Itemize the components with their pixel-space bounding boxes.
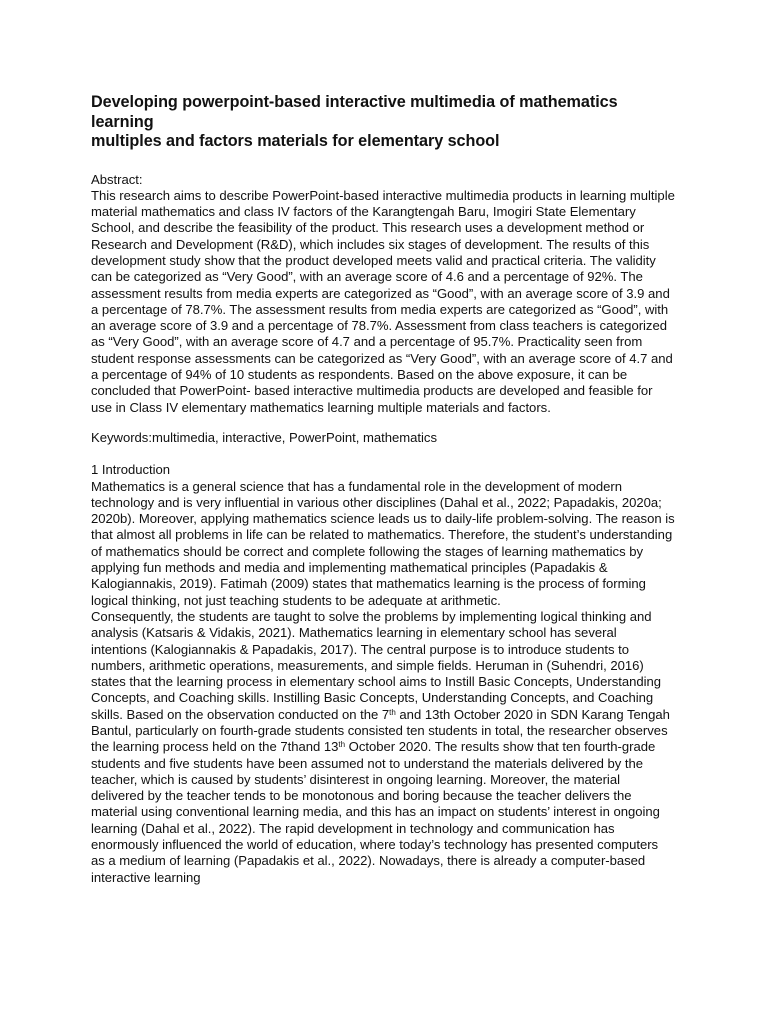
intro-para2-part-c: October 2020. The results show that ten fourth-grade students and five students have been assumed not to understand the materials delivered by the teacher, which is caused by students’ disinterest in ongoing learning. Moreover, the material delivered by the teacher tends to be monotonous and boring because the teacher delivers the material using conventional learning media, and this has an impact on students’ interest in ongoing learning (Dahal et al., 2022). The rapid development in technology and communication has enormously influenced the world of education, where today’s technology has presented computers as a medium of learning (Papadakis et al., 2022). Nowadays, there is already a computer-based interactive learning bbox=[91, 739, 660, 885]
superscript-th-2: th bbox=[338, 740, 346, 750]
introduction-paragraph-1: Mathematics is a general science that has a fundamental role in the development of modern technology and is very influential in various other disciplines (Dahal et al., 2022; Papadakis, 2020a; 2020b). Moreover, applying mathematics science leads us to daily-life problem-solving. The reason is that almost all problems in life can be related to mathematics. Therefore, the student’s understanding of mathematics should be correct and complete following the stages of learning mathematics by applying fun methods and media and implementing mathematical principles (Papadakis & Kalogiannakis, 2019). Fatimah (2009) states that mathematics learning is the process of forming logical thinking, not just teaching students to be adequate at arithmetic. bbox=[91, 478, 675, 608]
title-line-2: learning bbox=[91, 112, 154, 131]
title-line-3: multiples and factors materials for elementary school bbox=[91, 132, 500, 150]
title-line-1: Developing powerpoint-based interactive multimedia of mathematics bbox=[91, 93, 618, 111]
introduction-paragraph-2 bbox=[91, 609, 675, 886]
keywords-line: Keywords:multimedia, interactive, PowerPoint, mathematics bbox=[91, 429, 437, 445]
intro-para2-part-a: Consequently, the students are taught to solve the problems by implementing logical thinking and analysis (Katsaris & Vidakis, 2021). Mathematics learning in elementary school has several intentions (Kalogiannakis & Papadakis, 2017). The central purpose is to introduce students to numbers, arithmetic operations, measurements, and simple fields. Heruman in (Suhendri, 2016) states that the learning process in elementary school aims to Instill Basic Concepts, Understanding Concepts, and Coaching skills. Instilling Basic Concepts, Understanding Concepts, and Coaching skills. Based on the observation conducted on the 7 bbox=[91, 608, 662, 722]
superscript-th-1: th bbox=[389, 707, 396, 717]
document-page bbox=[91, 93, 675, 886]
paper-title bbox=[91, 93, 675, 152]
section-heading-introduction: 1 Introduction bbox=[91, 462, 171, 478]
intro-para2-part-b: and 13th October 2020 in SDN Karang Tengah Bantul, particularly on fourth-grade students consisted ten students in total, the researcher observes the learning process held on the 7thand 13 bbox=[91, 706, 670, 755]
abstract-label: Abstract: bbox=[91, 171, 143, 187]
abstract-text: This research aims to describe PowerPoint-based interactive multimedia products in learning multiple material mathematics and class IV factors of the Karangtengah Baru, Imogiri State Elementary School, and describe the feasibility of the product. This research uses a development method or Research and Development (R&D), which includes six stages of development. The results of this development study show that the product developed meets valid and practical criteria. The validity can be categorized as “Very Good”, with an average score of 4.6 and a percentage of 92%. The assessment results from media experts are categorized as “Good”, with an average score of 3.9 and a percentage of 78.7%. The assessment results from media experts are categorized as “Good”, with an average score of 3.9 and a percentage of 78.7%. Assessment from class teachers is categorized as “Very Good”, with an average score of 4.7 and a percentage of 95.7%. Practicality seen from student response assessments can be categorized as “Very Good”, with an average score of 4.7 and a percentage of 94% of 10 students as respondents. Based on the above exposure, it can be concluded that PowerPoint- based interactive multimedia products are developed and feasible for use in Class IV elementary mathematics learning multiple materials and factors. bbox=[91, 187, 675, 415]
